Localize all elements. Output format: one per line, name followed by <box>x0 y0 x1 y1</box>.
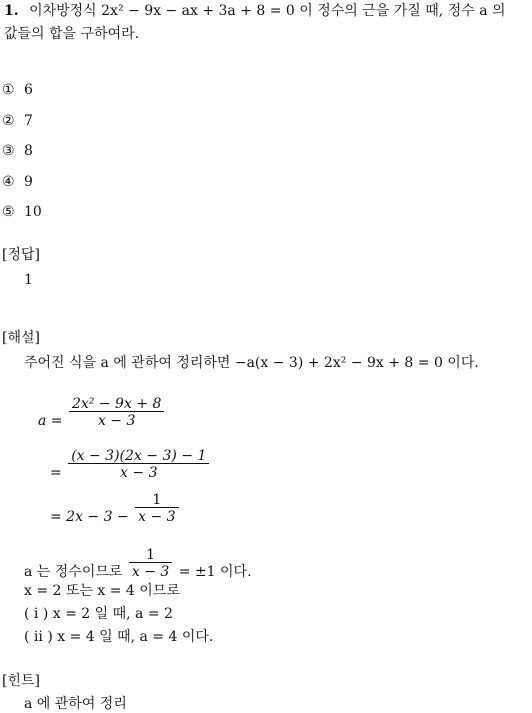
eq1-fraction <box>69 397 164 428</box>
problem-line-2 <box>4 27 139 41</box>
int-prefix: a 는 정수이므로 <box>24 564 123 580</box>
choice-2-mark: ② <box>2 113 15 129</box>
choice-5-value: 10 <box>24 204 42 220</box>
integer-condition-line <box>24 546 252 580</box>
equation-line-2 <box>50 447 211 481</box>
case-1-line: ( i ) x = 2 일 때, a = 2 <box>24 606 173 622</box>
choice-3[interactable] <box>2 144 33 158</box>
case-2-line: ( ii ) x = 4 일 때, a = 4 이다. <box>24 629 214 645</box>
int-fraction <box>129 548 172 579</box>
problem-text-line-1: 이차방정식 2x² − 9x − ax + 3a + 8 = 0 이 정수의 근을 가질 때, 정수 a 의 <box>29 3 506 19</box>
choice-1[interactable] <box>2 83 33 97</box>
choice-4-mark: ④ <box>2 174 15 190</box>
eq2-equals: = <box>50 465 62 481</box>
solution-label: [해설] <box>2 330 40 346</box>
choice-5-mark: ⑤ <box>2 204 15 220</box>
solution-intro: 주어진 식을 a 에 관하여 정리하면 −a(x − 3) + 2x² − 9x + 8 = 0 이다. <box>24 355 479 371</box>
choice-5[interactable] <box>2 205 42 219</box>
int-numerator: 1 <box>146 546 156 563</box>
choice-3-value: 8 <box>24 143 33 159</box>
int-denominator: x − 3 <box>129 562 172 579</box>
choice-2[interactable] <box>2 114 33 128</box>
eq1-lhs: a = <box>38 413 63 429</box>
answer-label: [정답] <box>2 247 40 263</box>
eq2-numerator: (x − 3)(2x − 3) − 1 <box>71 447 207 464</box>
hint-label: [힌트] <box>2 673 40 689</box>
eq1-denominator: x − 3 <box>69 411 164 428</box>
hint-text: a 에 관하여 정리 <box>24 696 127 712</box>
choice-1-value: 6 <box>24 82 33 98</box>
choice-4[interactable] <box>2 175 33 189</box>
choice-4-value: 9 <box>24 174 33 190</box>
x-values-line: x = 2 또는 x = 4 이므로 <box>24 583 180 599</box>
problem-line-1 <box>4 4 506 18</box>
int-suffix: = ±1 이다. <box>178 564 252 580</box>
choice-2-value: 7 <box>24 113 33 129</box>
eq2-fraction <box>68 449 209 480</box>
equation-line-1 <box>38 395 166 429</box>
eq1-numerator: 2x² − 9x + 8 <box>71 395 162 412</box>
problem-text-line-2: 값들의 합을 구하여라. <box>4 26 140 42</box>
problem-number: 1. <box>4 3 19 19</box>
eq3-denominator: x − 3 <box>135 507 178 524</box>
equation-line-3 <box>50 491 181 525</box>
answer-value: 1 <box>24 272 33 288</box>
eq3-prefix: = 2x − 3 − <box>50 509 129 525</box>
eq3-numerator: 1 <box>152 491 162 508</box>
eq3-fraction <box>135 493 178 524</box>
eq2-denominator: x − 3 <box>68 463 209 480</box>
choice-3-mark: ③ <box>2 143 15 159</box>
choice-1-mark: ① <box>2 82 15 98</box>
